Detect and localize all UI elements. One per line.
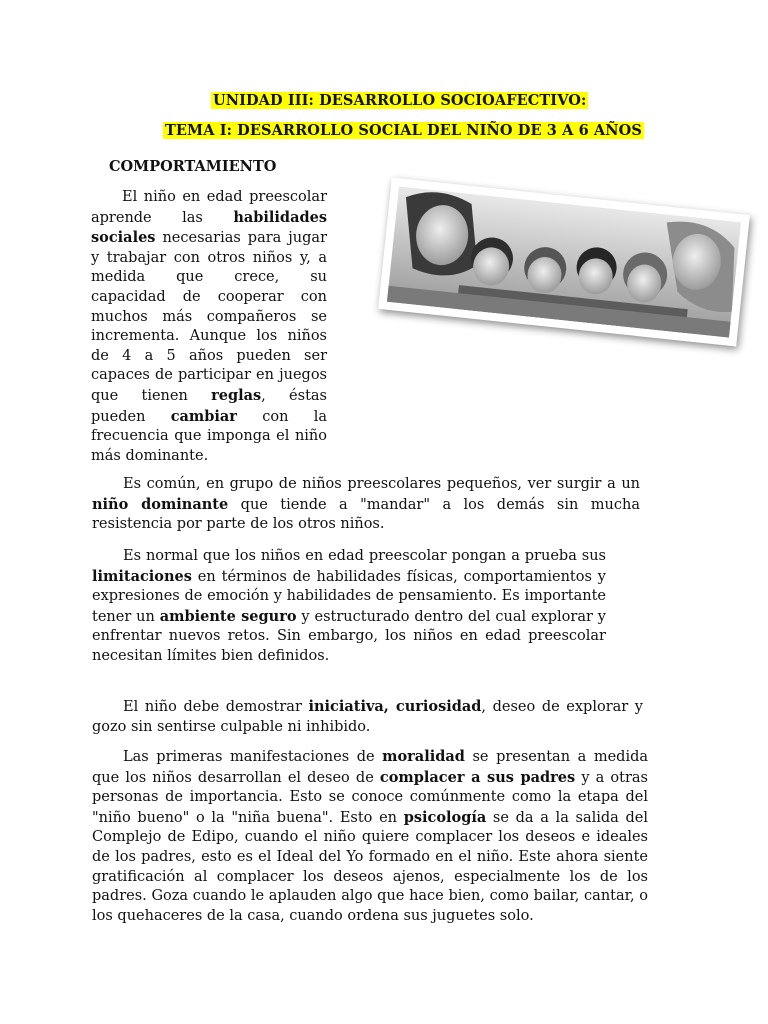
paragraph-1-text-a: El niño en edad preescolar aprende las [91, 189, 327, 226]
paragraph-5-bold-a: moralidad [382, 748, 465, 765]
unit-title [211, 90, 588, 109]
paragraph-2-bold-a: niño dominante [92, 495, 229, 513]
paragraph-3-bold-b: ambiente seguro [159, 607, 297, 625]
section-heading: COMPORTAMIENTO [109, 158, 277, 175]
paragraph-5-text-d: se da a la salida del Complejo de Edipo, cuando el niño quiere complacer los deseos e ideales de los padres, esto es el Ideal del Yo formado en el niño. Este ahora siente gratificación al complacer los deseos ajenos, especialmente los de los padres. Goza cuando le aplauden algo que hace bien, como bailar, cantar, o los quehaceres de la casa, cuando ordena sus juguetes solo. [92, 809, 648, 924]
unit-title-text: UNIDAD III: DESARROLLO SOCIOAFECTIVO: [213, 92, 587, 109]
paragraph-2-text-a: Es común, en grupo de niños preescolares pequeños, ver surgir a un [123, 476, 640, 492]
paragraph-4-bold-a: iniciativa, curiosidad [308, 698, 482, 715]
children-photo-image [387, 186, 741, 337]
paragraph-5 [92, 747, 648, 926]
paragraph-2 [92, 475, 640, 535]
paragraph-3 [92, 547, 606, 667]
paragraph-5-text-a: Las primeras manifestaciones de [123, 749, 383, 765]
children-photo [378, 178, 750, 347]
paragraph-1 [91, 188, 327, 466]
topic-title-text: TEMA I: DESARROLLO SOCIAL DEL NIÑO DE 3 A 6 AÑOS [165, 122, 642, 139]
paragraph-4-text-b: , deseo de explorar y gozo sin sentirse culpable ni inhibido. [92, 699, 643, 735]
paragraph-1-text-b: necesarias para jugar y trabajar con otros niños y, a medida que crece, su capacidad de cooperar con muchos más compañeros se incrementa. Aunque los niños de 4 a 5 años pueden ser capaces de participar en juegos que tienen [91, 230, 327, 404]
paragraph-3-text-a: Es normal que los niños en edad preescolar pongan a prueba sus [123, 548, 606, 564]
paragraph-1-bold-c: cambiar [170, 407, 237, 425]
paragraph-4 [92, 697, 643, 737]
paragraph-5-text-b: se presentan a medida que los niños desarrollan el deseo de [92, 749, 649, 786]
paragraph-3-bold-a: limitaciones [92, 567, 192, 585]
topic-title [163, 120, 644, 139]
paragraph-5-bold-b: complacer a sus padres [379, 768, 576, 786]
paragraph-5-bold-c: psicología [403, 808, 487, 826]
paragraph-5-text-c: y a otras personas de importancia. Esto se conoce comúnmente como la etapa del "niño bueno" o la "niña buena". Esto en [92, 769, 648, 826]
paragraph-1-text-d: con la frecuencia que imponga el niño más dominante. [91, 408, 327, 464]
paragraph-1-bold-b: reglas [211, 386, 262, 404]
paragraph-1-text-c: , éstas pueden [91, 387, 327, 425]
paragraph-2-text-b: que tiende a "mandar" a los demás sin mucha resistencia por parte de los otros niños. [92, 496, 640, 533]
paragraph-3-text-c: y estructurado dentro del cual explorar y enfrentar nuevos retos. Sin embargo, los niños en edad preescolar necesitan límites bien definidos. [92, 608, 606, 664]
paragraph-1-bold-a: habilidades sociales [91, 208, 327, 247]
paragraph-4-text-a: El niño debe demostrar [123, 699, 309, 715]
paragraph-3-text-b: en términos de habilidades físicas, comportamientos y expresiones de emoción y habilidades de pensamiento. Es importante tener un [92, 568, 606, 625]
